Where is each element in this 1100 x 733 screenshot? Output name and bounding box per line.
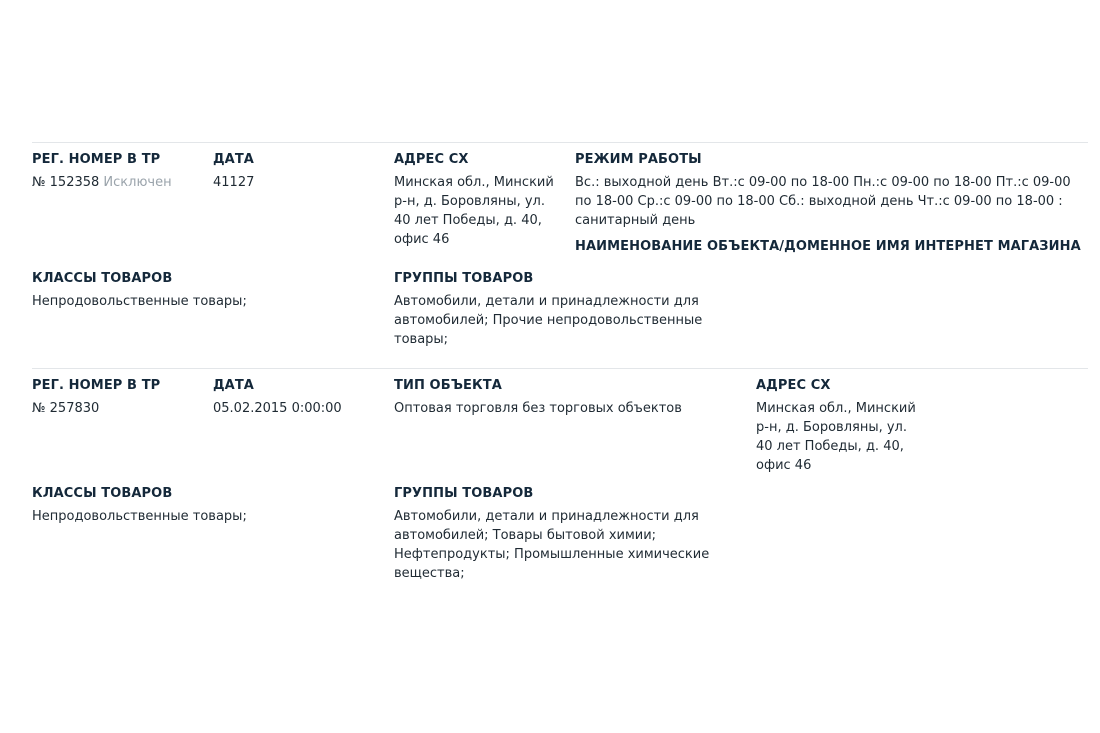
classes-label: КЛАССЫ ТОВАРОВ xyxy=(32,271,173,286)
groups-label: ГРУППЫ ТОВАРОВ xyxy=(394,486,534,501)
classes-value: Непродовольственные товары; xyxy=(32,294,247,309)
record1-classes-field xyxy=(32,271,372,311)
groups-value: Автомобили, детали и принадлежности для автомобилей; Прочие непродовольственные товары; xyxy=(394,294,703,347)
object-type-value: Оптовая торговля без торговых объектов xyxy=(394,401,682,416)
groups-value: Автомобили, детали и принадлежности для автомобилей; Товары бытовой химии; Нефтепродукты; Промышленные химические вещества; xyxy=(394,509,710,581)
schedule-label: РЕЖИМ РАБОТЫ xyxy=(575,152,702,167)
record-separator xyxy=(32,368,1088,369)
record-separator xyxy=(32,142,1088,143)
classes-value: Непродовольственные товары; xyxy=(32,509,247,524)
record1-schedule-field xyxy=(575,152,1085,255)
record2-date-field xyxy=(213,378,383,418)
reg-number-label: РЕГ. НОМЕР В ТР xyxy=(32,378,161,393)
record2-groups-field xyxy=(394,486,714,583)
address-label: АДРЕС СХ xyxy=(394,152,469,167)
date-value: 05.02.2015 0:00:00 xyxy=(213,401,342,416)
record1-groups-field xyxy=(394,271,712,349)
date-label: ДАТА xyxy=(213,152,254,167)
record2-address-field xyxy=(756,378,918,475)
record2-classes-field xyxy=(32,486,372,526)
address-label: АДРЕС СХ xyxy=(756,378,831,393)
address-value: Минская обл., Минский р-н, д. Боровляны, ул. 40 лет Победы, д. 40, офис 46 xyxy=(394,175,554,247)
reg-number-value: № 152358 xyxy=(32,175,100,190)
reg-number-value: № 257830 xyxy=(32,401,100,416)
reg-status-badge: Исключен xyxy=(103,175,172,190)
date-label: ДАТА xyxy=(213,378,254,393)
clipped-next-record xyxy=(32,607,232,615)
object-type-label: ТИП ОБЪЕКТА xyxy=(394,378,502,393)
address-value: Минская обл., Минский р-н, д. Боровляны, ул. 40 лет Победы, д. 40, офис 46 xyxy=(756,401,916,473)
object-name-label: НАИМЕНОВАНИЕ ОБЪЕКТА/ДОМЕННОЕ ИМЯ ИНТЕРНЕТ МАГАЗИНА xyxy=(575,239,1081,254)
schedule-value: Вс.: выходной день Вт.:с 09-00 по 18-00 Пн.:с 09-00 по 18-00 Пт.:с 09-00 по 18-00 Ср.:с 09-00 по 18-00 Сб.: выходной день Чт.:с 09-00 по 18-00 : санитарный день xyxy=(575,175,1071,228)
record1-address-field xyxy=(394,152,556,249)
record1-date-field xyxy=(213,152,383,192)
record2-reg-number-field xyxy=(32,378,202,418)
record2-type-field xyxy=(394,378,744,418)
reg-number-label: РЕГ. НОМЕР В ТР xyxy=(32,152,161,167)
record1-reg-number-field xyxy=(32,152,202,192)
date-value: 41127 xyxy=(213,175,255,190)
groups-label: ГРУППЫ ТОВАРОВ xyxy=(394,271,534,286)
classes-label: КЛАССЫ ТОВАРОВ xyxy=(32,486,173,501)
